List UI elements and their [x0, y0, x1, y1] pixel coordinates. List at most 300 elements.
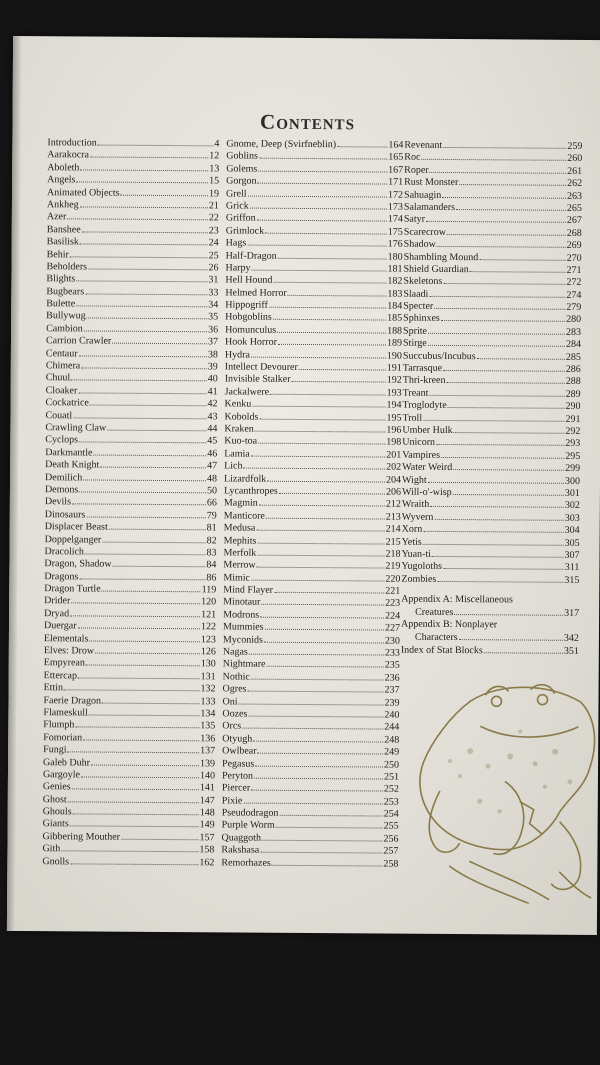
- toc-entry-behir: [47, 248, 219, 262]
- toc-entry-elementals: [44, 632, 216, 646]
- leader-dots: [428, 337, 565, 347]
- leader-dots: [73, 409, 206, 419]
- toc-entry-lizardfolk: [224, 472, 401, 486]
- toc-entry-title: Aboleth: [47, 161, 80, 174]
- toc-entry-page: 269: [566, 239, 582, 252]
- toc-entry-title: Nothic: [222, 671, 250, 683]
- toc-entry-title: Sphinxes: [403, 313, 440, 325]
- toc-entry-page: 22: [208, 212, 219, 224]
- leader-dots: [441, 312, 565, 322]
- leader-dots: [429, 387, 564, 397]
- toc-entry-page: 162: [199, 856, 215, 869]
- toc-entry-title: Golems: [226, 163, 258, 175]
- toc-entry-title: Gorgon: [226, 175, 257, 187]
- toc-entry-page: 23: [208, 225, 219, 237]
- toc-entry-title: Ettin: [43, 682, 64, 694]
- toc-entry-page: 283: [566, 326, 582, 338]
- leader-dots: [484, 644, 563, 654]
- toc-entry-page: 230: [384, 635, 400, 647]
- toc-entry-title: Kenku: [224, 398, 252, 410]
- toc-entry-title: Chuul: [45, 372, 71, 384]
- toc-entry-yetis: [402, 535, 580, 549]
- toc-entry-modrons: [223, 608, 400, 622]
- toc-entry-hobgoblins: [225, 311, 402, 325]
- toc-entry-homunculus: [225, 323, 402, 337]
- toc-entry-wyvern: [402, 510, 580, 524]
- leader-dots: [76, 273, 207, 283]
- toc-entry-title: Satyr: [403, 214, 426, 226]
- leader-dots: [87, 310, 208, 320]
- toc-entry-cambion: [46, 322, 218, 336]
- toc-entry-page: 193: [386, 387, 402, 399]
- toc-entry-page: 218: [385, 548, 401, 560]
- toc-entry-page: 290: [565, 401, 581, 413]
- toc-entry-title: Genies: [42, 781, 71, 793]
- leader-dots: [70, 855, 198, 865]
- toc-entry-nagas: [223, 645, 400, 659]
- toc-entry-dragon-turtle: [44, 582, 216, 596]
- leader-dots: [86, 657, 200, 667]
- toc-entry-page: 214: [385, 523, 401, 535]
- leader-dots: [273, 274, 386, 284]
- toc-entry-title: Water Weird: [402, 461, 453, 474]
- toc-entry-page: 45: [207, 435, 218, 447]
- toc-entry-page: 182: [387, 275, 403, 287]
- toc-entry-title: Yetis: [401, 536, 422, 548]
- toc-entry-title: Otyugh: [222, 733, 253, 745]
- toc-entry-title: Scarecrow: [403, 226, 447, 238]
- leader-dots: [238, 695, 383, 705]
- toc-entry-page: 274: [566, 289, 582, 301]
- toc-entry-peryton: [222, 769, 399, 783]
- toc-entry-devils: [45, 496, 217, 510]
- leader-dots: [436, 436, 564, 446]
- toc-entry-ghouls: [43, 805, 215, 819]
- toc-entry-golems: [226, 162, 403, 176]
- toc-entry-page: 259: [567, 140, 583, 152]
- toc-entry-myconids: [223, 633, 400, 647]
- toc-entry-title: Dragons: [44, 570, 79, 583]
- toc-entry-page: 26: [208, 262, 219, 274]
- toc-entry-drider: [44, 595, 216, 609]
- toc-entry-page: 250: [384, 759, 400, 771]
- toc-entry-title: Angels: [47, 174, 76, 186]
- toc-entry-page: 176: [387, 238, 403, 250]
- leader-dots: [278, 336, 386, 346]
- toc-entry-page: 184: [387, 300, 403, 312]
- leader-dots: [448, 399, 565, 409]
- toc-entry-page: 126: [200, 646, 216, 658]
- toc-entry-page: 136: [200, 733, 216, 745]
- leader-dots: [459, 176, 566, 186]
- toc-entry-page: 212: [385, 498, 401, 510]
- toc-entry-chuul: [46, 372, 218, 386]
- toc-entry-page: 285: [565, 351, 581, 363]
- toc-entry-title: Gibbering Mouther: [42, 831, 121, 843]
- leader-dots: [254, 770, 383, 780]
- toc-entry-page: 133: [200, 695, 216, 707]
- toc-entry-page: 263: [566, 190, 583, 202]
- toc-entry-genies: [43, 780, 215, 794]
- toc-entry-giants: [43, 818, 215, 832]
- toc-entry-faerie-dragon: [43, 694, 215, 708]
- toc-entry-galeb-duhr: [43, 756, 215, 770]
- toc-entry-page: 132: [200, 683, 216, 695]
- toc-entry-page: 43: [207, 410, 218, 422]
- toc-entry-title: Beholders: [46, 261, 88, 273]
- toc-entry-page: 137: [200, 745, 216, 757]
- toc-entry-mephits: [224, 534, 401, 548]
- toc-entry-grimlock: [226, 224, 403, 238]
- leader-dots: [247, 237, 386, 247]
- toc-entry-title: Succubus/Incubus: [402, 350, 476, 362]
- toc-entry-title: Purple Worm: [221, 819, 275, 832]
- leader-dots: [259, 150, 387, 160]
- leader-dots: [470, 263, 566, 273]
- toc-entry-title: Piercer: [221, 782, 251, 794]
- toc-entry-page: 284: [565, 339, 582, 351]
- toc-entry-page: 39: [207, 361, 218, 373]
- leader-dots: [252, 398, 385, 408]
- toc-entry-title: Modrons: [223, 609, 260, 621]
- toc-entry-page: 201: [386, 449, 402, 461]
- toc-entry-title: Yugoloths: [401, 560, 443, 573]
- appendix-title: Appendix A: Miscellaneous: [401, 593, 513, 606]
- toc-entry-page: 12: [209, 150, 220, 162]
- toc-entry-umber-hulk: [402, 424, 580, 438]
- toc-entry-title: Tarrasque: [402, 362, 443, 374]
- leader-dots: [70, 248, 208, 258]
- leader-dots: [443, 560, 564, 570]
- leader-dots: [260, 844, 382, 854]
- leader-dots: [443, 139, 566, 149]
- toc-entry-page: 299: [565, 462, 581, 475]
- toc-entry-page: 307: [564, 549, 580, 561]
- toc-entry-title: Hook Horror: [224, 336, 277, 349]
- leader-dots: [255, 423, 386, 433]
- toc-entry-pixie: [222, 794, 399, 808]
- toc-entry-page: 239: [384, 697, 400, 709]
- toc-entry-page: 272: [566, 277, 582, 289]
- toc-entry-page: 188: [387, 325, 403, 337]
- toc-entry-ettercap: [44, 669, 216, 683]
- toc-entry-title: Behir: [46, 248, 69, 260]
- toc-entry-title: Jackalwere: [224, 386, 270, 398]
- leader-dots: [113, 558, 206, 568]
- toc-entry-vampires: [402, 448, 580, 462]
- toc-entry-wight: [402, 473, 580, 487]
- toc-entry-title: Carrion Crawler: [45, 335, 112, 347]
- leader-dots: [75, 719, 199, 729]
- appendix-title: Appendix B: Nonplayer: [400, 618, 498, 631]
- leader-dots: [453, 461, 564, 471]
- leader-dots: [89, 706, 200, 716]
- toc-entry-page: 255: [383, 821, 399, 833]
- toc-entry-title: Rakshasa: [221, 844, 260, 856]
- toc-entry-half-dragon: [226, 249, 403, 263]
- toc-column-1: [42, 136, 219, 868]
- leader-dots: [78, 620, 200, 630]
- toc-entry-page: 311: [564, 562, 580, 574]
- toc-entry-page: 293: [565, 438, 581, 450]
- leader-dots: [278, 249, 387, 259]
- leader-dots: [299, 361, 386, 371]
- toc-entry-unicorn: [402, 436, 580, 450]
- toc-entry-page: 270: [566, 252, 582, 264]
- toc-entry-bullywug: [46, 310, 218, 324]
- leader-dots: [98, 137, 214, 147]
- toc-entry-page: 131: [200, 671, 216, 683]
- toc-entry-title: Lizardfolk: [224, 472, 267, 485]
- toc-entry-introduction: [47, 136, 219, 150]
- toc-entry-title: Wight: [402, 474, 427, 486]
- toc-entry-specter: [403, 300, 581, 314]
- toc-entry-title: Bullywug: [46, 310, 86, 322]
- toc-entry-page: 235: [384, 659, 400, 672]
- toc-entry-page: 19: [208, 187, 220, 199]
- toc-entry-title: Yuan-ti: [401, 548, 432, 560]
- leader-dots: [277, 324, 386, 334]
- leader-dots: [261, 596, 384, 606]
- toc-entry-dracolich: [44, 545, 216, 559]
- toc-entry-page: 36: [208, 324, 219, 336]
- leader-dots: [90, 149, 208, 159]
- toc-entry-page: 83: [206, 547, 217, 559]
- toc-entry-title: Specter: [403, 300, 434, 312]
- toc-entry-title: Ankheg: [46, 199, 79, 211]
- toc-entry-title: Dinosaurs: [44, 508, 86, 521]
- toc-entry-title: Faerie Dragon: [43, 694, 102, 707]
- leader-dots: [251, 262, 386, 272]
- toc-entry-title: Dragon Turtle: [44, 583, 101, 595]
- leader-dots: [441, 449, 564, 459]
- toc-entry-darkmantle: [45, 446, 217, 460]
- toc-entry-yugoloths: [401, 560, 579, 574]
- leader-dots: [81, 768, 199, 778]
- leader-dots: [251, 447, 386, 457]
- toc-entry-title: Kobolds: [224, 411, 259, 423]
- leader-dots: [443, 275, 565, 285]
- toc-entry-dryad: [44, 607, 216, 621]
- toc-entry-title: Pegasus: [222, 757, 255, 770]
- toc-entry-grick: [226, 199, 403, 213]
- toc-entry-medusa: [224, 522, 401, 536]
- toc-entry-oni: [222, 695, 399, 709]
- toc-entry-goblins: [226, 150, 403, 164]
- toc-entry-flameskull: [43, 706, 215, 720]
- toc-entry-duergar: [44, 619, 216, 633]
- contents-page: [7, 36, 600, 935]
- toc-entry-fungi: [43, 743, 215, 757]
- toc-entry-title: Ogres: [222, 683, 247, 695]
- toc-entry-page: 317: [564, 608, 580, 620]
- toc-entry-title: Helmed Horror: [225, 287, 287, 299]
- leader-dots: [257, 547, 384, 557]
- toc-entry-page: 121: [201, 609, 217, 621]
- toc-entry-page: 44: [207, 423, 218, 435]
- toc-entry-page: 157: [199, 832, 215, 844]
- toc-entry-oozes: [222, 707, 399, 721]
- toc-entry-ankheg: [47, 198, 219, 212]
- toc-entry-page: 40: [207, 373, 218, 385]
- toc-entry-crawling-claw: [45, 421, 217, 435]
- leader-dots: [249, 646, 384, 656]
- leader-dots: [274, 584, 384, 594]
- toc-entry-page: 50: [206, 485, 217, 497]
- toc-entry-page: 233: [384, 647, 400, 659]
- toc-entry-wraith: [402, 498, 580, 512]
- toc-entry-page: 213: [385, 511, 401, 523]
- leader-dots: [67, 743, 199, 753]
- leader-dots: [459, 631, 563, 641]
- leader-dots: [255, 757, 383, 767]
- leader-dots: [89, 632, 200, 642]
- toc-entry-title: Death Knight: [45, 459, 100, 471]
- toc-entry-title: Demilich: [45, 471, 83, 483]
- leader-dots: [269, 299, 386, 309]
- toc-entry-title: Thri-kreen: [402, 375, 446, 387]
- toc-entry-page: 253: [383, 796, 399, 808]
- leader-dots: [292, 373, 386, 383]
- toc-entry-minotaur: [223, 596, 400, 610]
- toc-entry-page: 158: [199, 844, 215, 856]
- toc-entry-manticore: [224, 509, 401, 523]
- toc-entry-title: Homunculus: [225, 324, 277, 336]
- toc-entry-page: 265: [566, 202, 582, 214]
- toc-entry-page: 240: [384, 709, 400, 721]
- toc-entry-page: 82: [206, 534, 217, 546]
- toc-entry-title: Crawling Claw: [45, 422, 107, 434]
- leader-dots: [428, 325, 565, 335]
- toc-entry-kraken: [224, 422, 401, 436]
- toc-entry-page: 302: [564, 500, 580, 512]
- toc-entry-page: 195: [386, 412, 402, 424]
- leader-dots: [288, 287, 387, 297]
- toc-entry-gibbering-mouther: [43, 830, 215, 844]
- toc-entry-sahuagin: [404, 188, 582, 202]
- leader-dots: [454, 606, 563, 616]
- toc-entry-title: Hags: [225, 237, 247, 249]
- leader-dots: [437, 573, 563, 583]
- toc-entry-title: Introduction: [47, 137, 97, 149]
- toc-entry-title: Aarakocra: [47, 149, 89, 161]
- toc-entry-page: 291: [565, 413, 581, 425]
- toc-entry-title: Minotaur: [223, 596, 261, 609]
- leader-dots: [273, 311, 386, 321]
- toc-entry-page: 175: [387, 226, 403, 238]
- leader-dots: [81, 359, 207, 369]
- toc-entry-ettin: [44, 681, 216, 695]
- leader-dots: [83, 731, 199, 741]
- leader-dots: [91, 756, 199, 766]
- toc-entry-page: 191: [386, 362, 402, 374]
- leader-dots: [446, 374, 564, 384]
- leader-dots: [68, 793, 199, 803]
- leader-dots: [95, 645, 200, 655]
- toc-entry-empyrean: [44, 657, 216, 671]
- leader-dots: [265, 224, 387, 234]
- toc-entry-invisible-stalker: [225, 373, 402, 387]
- toc-entry-centaur: [46, 347, 218, 361]
- leader-dots: [442, 189, 566, 199]
- toc-entry-title: Fomorian: [43, 731, 83, 744]
- toc-entry-title: Ghouls: [42, 806, 72, 818]
- leader-dots: [423, 523, 563, 533]
- toc-entry-title: Azer: [46, 211, 67, 223]
- toc-entry-xorn: [402, 523, 580, 537]
- toc-entry-title: Gith: [42, 843, 61, 855]
- toc-entry-title: Centaur: [45, 347, 78, 360]
- leader-dots: [257, 534, 384, 544]
- toc-entry-owlbear: [222, 745, 399, 759]
- toc-entry-title: Dracolich: [44, 546, 85, 558]
- toc-entry-page: 249: [384, 746, 400, 758]
- leader-dots: [437, 238, 566, 248]
- toc-entry-page: 86: [206, 571, 217, 584]
- toc-entry-title: Manticore: [223, 510, 265, 522]
- toc-entry-yuan-ti: [401, 548, 579, 562]
- toc-entry-title: Sahuagin: [403, 189, 442, 201]
- toc-entry-cockatrice: [46, 396, 218, 410]
- leader-dots: [80, 198, 208, 208]
- toc-entry-banshee: [47, 223, 219, 237]
- toc-entry-merrow: [223, 559, 400, 573]
- toc-entry-title: Oozes: [222, 708, 248, 720]
- leader-dots: [72, 496, 206, 506]
- leader-dots: [84, 322, 207, 332]
- toc-entry-page: 165: [388, 151, 404, 164]
- toc-entry-page: 219: [385, 560, 401, 572]
- leader-dots: [447, 226, 566, 236]
- toc-entry-page: 244: [384, 721, 400, 734]
- toc-entry-page: 268: [566, 227, 582, 239]
- leader-dots: [251, 670, 384, 680]
- toc-entry-title: Cyclops: [45, 434, 79, 446]
- toc-entry-harpy: [225, 261, 402, 275]
- toc-entry-title: Ghost: [42, 793, 67, 806]
- leader-dots: [423, 411, 564, 421]
- leader-dots: [109, 521, 206, 531]
- toc-entry-title: Elves: Drow: [43, 645, 95, 657]
- toc-entry-page: 33: [208, 287, 219, 299]
- toc-entry-helmed-horror: [225, 286, 402, 300]
- leader-dots: [67, 211, 208, 221]
- toc-entry-page: 303: [564, 512, 580, 524]
- toc-entry-ogres: [223, 683, 400, 697]
- leader-dots: [82, 223, 208, 233]
- toc-entry-title: Hippogriff: [225, 299, 268, 311]
- leader-dots: [426, 213, 566, 223]
- toc-entry-title: Index of Stat Blocks: [400, 644, 483, 656]
- toc-entry-page: 262: [567, 177, 583, 190]
- toc-entry-page: 224: [385, 610, 401, 622]
- toc-entry-page: 171: [388, 176, 404, 188]
- toc-entry-carrion-crawler: [46, 334, 218, 348]
- toc-entry-page: 140: [199, 770, 216, 782]
- leader-dots: [86, 508, 205, 518]
- toc-entry-dragons: [44, 570, 216, 584]
- leader-dots: [276, 819, 383, 829]
- toc-entry-chimera: [46, 359, 218, 373]
- toc-entry-couatl: [45, 409, 217, 423]
- toc-entry-title: Unicorn: [402, 437, 436, 449]
- toc-entry-title: Dragon, Shadow: [44, 558, 112, 570]
- toc-entry-page: 260: [567, 153, 583, 165]
- toc-entry-magmin: [224, 497, 401, 511]
- toc-entry-title: Owlbear: [222, 745, 257, 757]
- leader-dots: [260, 609, 384, 619]
- toc-entry-title: Magmin: [223, 497, 258, 509]
